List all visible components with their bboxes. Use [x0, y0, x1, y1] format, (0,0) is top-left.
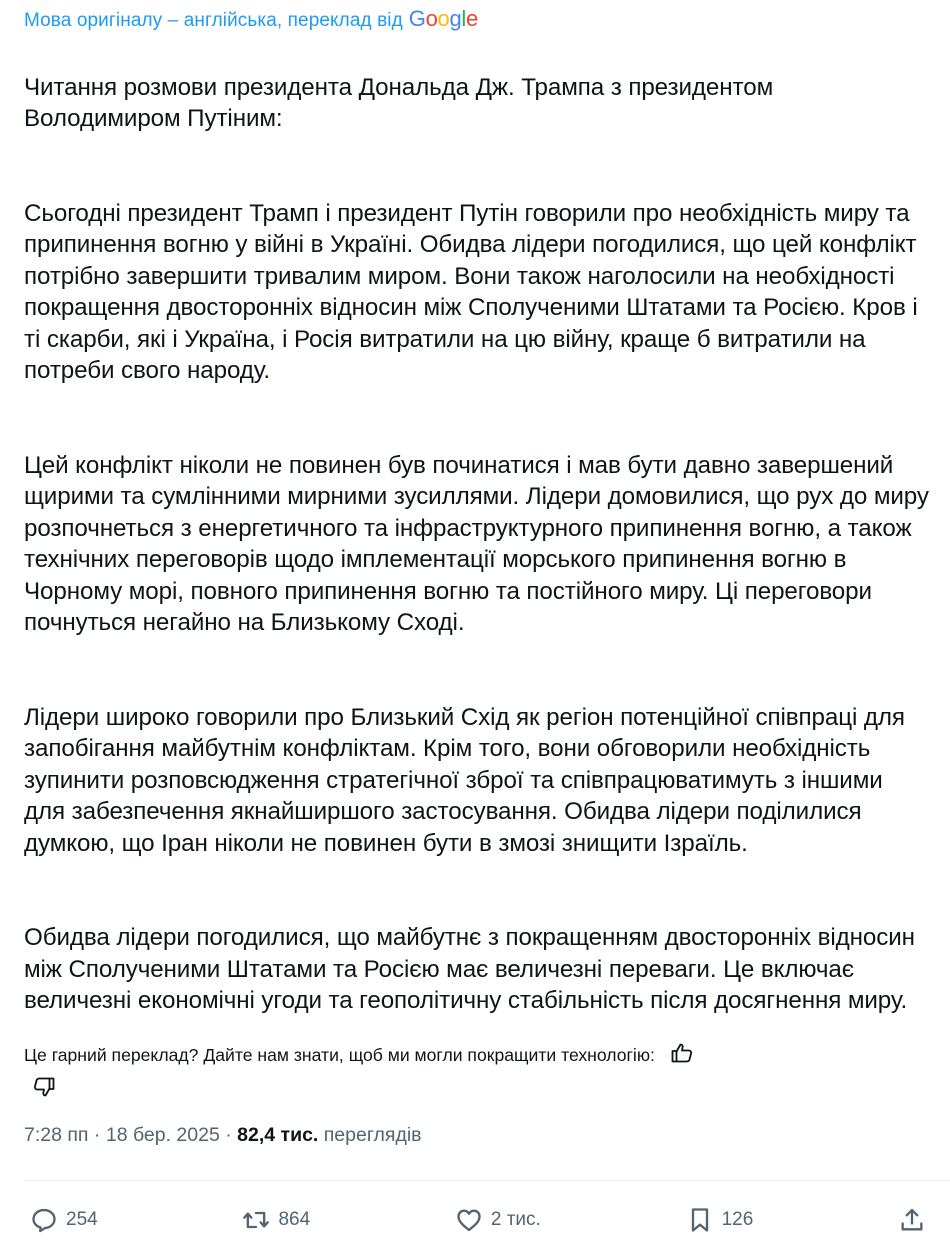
reply-icon — [30, 1206, 58, 1234]
repost-icon — [242, 1206, 270, 1234]
google-letter: e — [466, 6, 478, 31]
views-label: переглядів — [323, 1124, 422, 1146]
bookmark-count: 126 — [721, 1209, 754, 1230]
post-body — [24, 40, 929, 1080]
google-letter: g — [449, 6, 462, 31]
meta-separator: · — [219, 1124, 238, 1146]
meta-separator: · — [88, 1124, 106, 1146]
reply-button[interactable] — [30, 1206, 98, 1234]
post-paragraph: Читання розмови президента Дональда Дж. Трампа з президентом Володимиром Путіним: — [24, 73, 774, 132]
google-letter: G — [408, 6, 426, 31]
thumbs-down-icon[interactable] — [32, 1075, 56, 1108]
translation-notice-text: Мова оригіналу – англійська, переклад від — [24, 10, 403, 31]
repost-button[interactable] — [242, 1206, 310, 1234]
post-time[interactable]: 7:28 пп — [24, 1124, 89, 1146]
post-date[interactable]: 18 бер. 2025 — [105, 1124, 220, 1146]
google-letter: o — [437, 6, 450, 31]
views-count: 82,4 тис. — [237, 1124, 319, 1146]
share-icon — [898, 1206, 926, 1234]
translation-feedback — [24, 1040, 924, 1108]
like-count: 2 тис. — [490, 1209, 541, 1230]
like-button[interactable] — [455, 1206, 541, 1234]
google-letter: o — [425, 6, 438, 31]
bookmark-icon — [686, 1206, 714, 1234]
translation-notice — [24, 6, 478, 32]
feedback-question: Це гарний переклад? Дайте нам знати, щоб ми могли покращити технологію: — [24, 1045, 655, 1065]
thumbs-up-icon[interactable] — [670, 1041, 694, 1074]
repost-count: 864 — [278, 1209, 311, 1230]
reply-count: 254 — [66, 1209, 98, 1230]
post-actions — [30, 1200, 926, 1240]
post-meta — [24, 1124, 422, 1147]
post-paragraph: Сьогодні президент Трамп і президент Путін говорили про необхідність миру та припинення вогню у війні в Україні. Обидва лідери погодилися, що цей конфлікт потрібно завершити тривалим миром. Вони також наголосили на необхідності покращення двосторонніх відносин між Сполученими Штатами та Росією. Кров і ті скарби, які і Україна, і Росія витратили на цю війну, краще б витратили на потреби свого народу. — [24, 199, 918, 384]
post-paragraph: Обидва лідери погодилися, що майбутнє з покращенням двосторонніх відносин між Сполученими Штатами та Росією має величезні переваги. Це включає величезні економічні угоди та геополітичну стабільність після досягнення миру. — [24, 924, 915, 1014]
post-paragraph: Цей конфлікт ніколи не повинен був починатися і мав бути давно завершений щирими та сумлінними мирними зусиллями. Лідери домовилися, що рух до миру розпочнеться з енергетичного та інфраструктурного припинення вогню, а також технічних переговорів щодо імплементації морського припинення вогню в Чорному морі, повного припинення вогню та постійного миру. Ці переговори почнуться негайно на Близькому Сході. — [24, 451, 929, 636]
heart-icon — [455, 1206, 483, 1234]
google-letter: l — [461, 6, 467, 31]
google-logo — [409, 6, 478, 32]
post-paragraph: Лідери широко говорили про Близький Схід як регіон потенційної співпраці для запобігання майбутнім конфліктам. Крім того, вони обговорили необхідність зупинити розповсюдження стратегічної зброї та співпрацюватимуть з іншими для забезпечення якнайширшого застосування. Обидва лідери поділилися думкою, що Іран ніколи не повинен бути в змозі знищити Ізраїль. — [24, 703, 905, 857]
share-button[interactable] — [898, 1206, 926, 1234]
bookmark-button[interactable] — [686, 1206, 754, 1234]
divider — [24, 1180, 950, 1181]
